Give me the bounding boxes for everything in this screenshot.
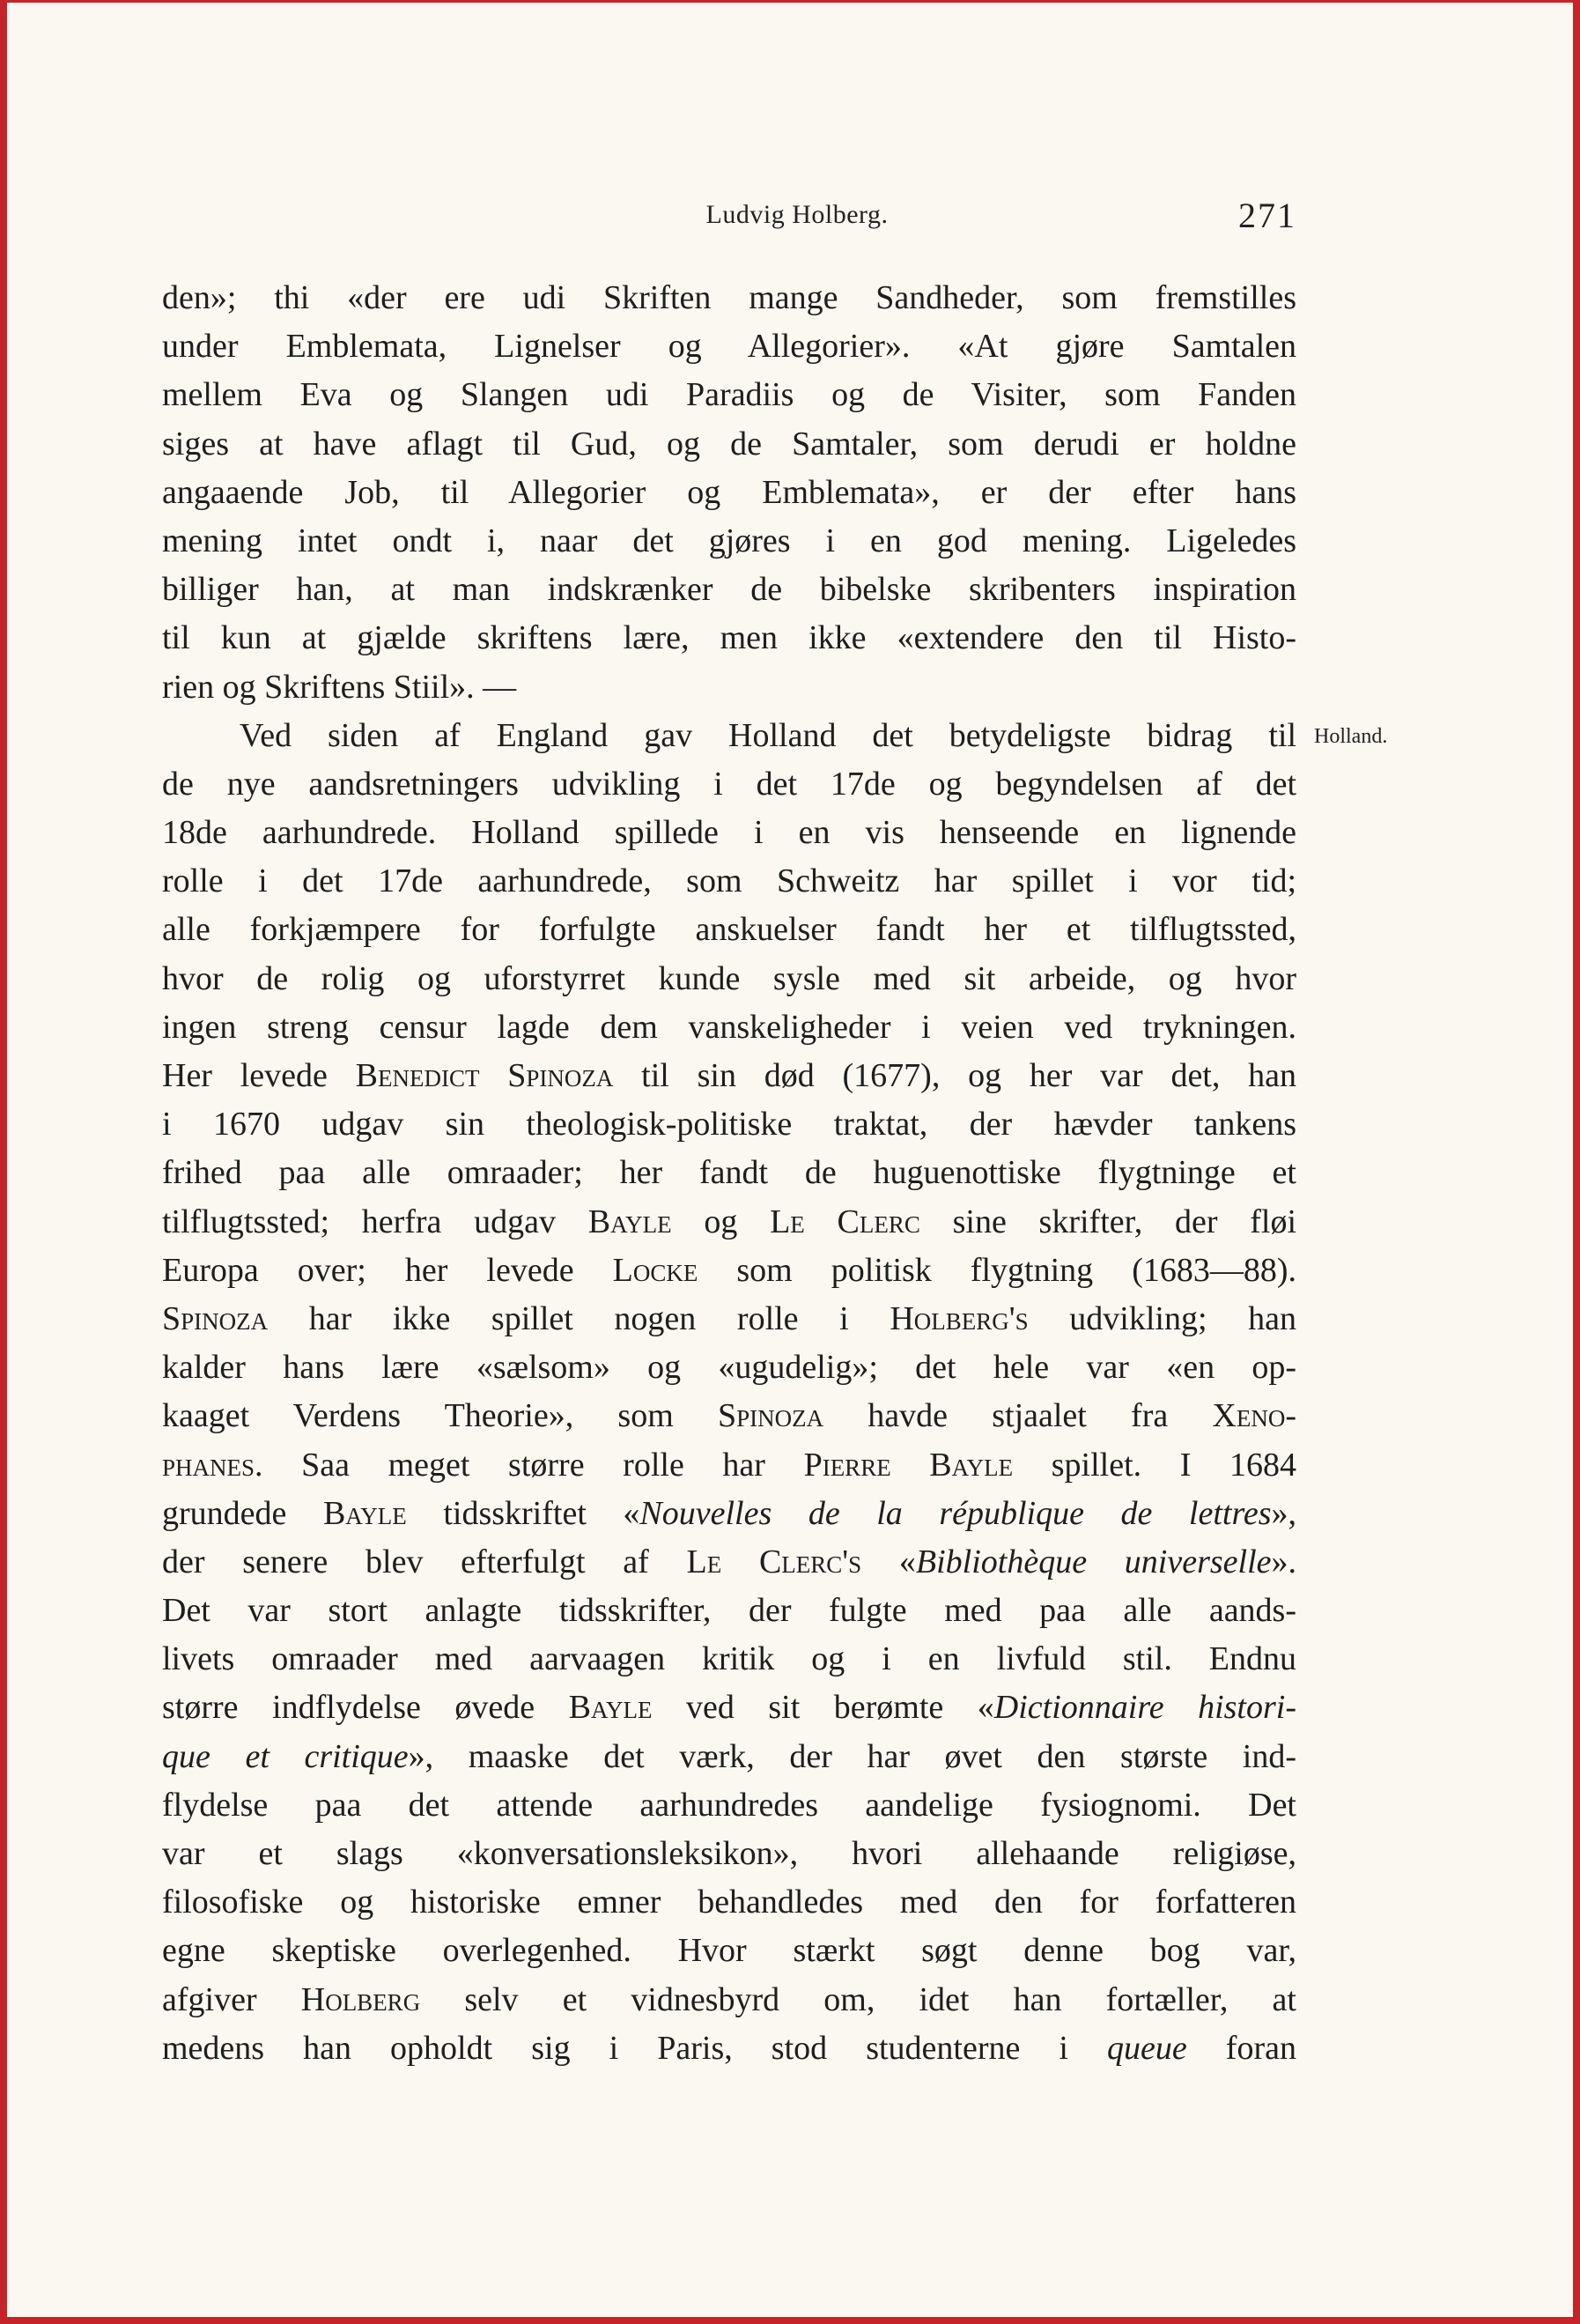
text-line: de nye aandsretningers udvikling i det 17de og begyndelsen af det bbox=[162, 765, 1296, 803]
text-line: Her levede Benedict Spinoza til sin død (1677), og her var det, han bbox=[162, 1057, 1296, 1094]
text-line: ingen streng censur lagde dem vanskeligheder i veien ved trykningen. bbox=[162, 1008, 1296, 1046]
text-line: til kun at gjælde skriftens lære, men ikke «extendere den til Histo- bbox=[162, 619, 1296, 657]
text-line: siges at have aflagt til Gud, og de Samtaler, som derudi er holdne bbox=[162, 425, 1296, 463]
person-name: phanes bbox=[162, 1446, 255, 1484]
person-name: Bayle bbox=[322, 1494, 407, 1532]
work-title: Dictionnaire histori- bbox=[993, 1689, 1296, 1727]
marginal-note: Holland. bbox=[1314, 725, 1388, 748]
text-line: alle forkjæmpere for forfulgte anskuelser fandt her et tilflugtssted, bbox=[162, 911, 1296, 949]
work-title: Nouvelles de la république de lettres bbox=[639, 1494, 1272, 1532]
person-name: Spinoza bbox=[717, 1397, 824, 1435]
text-line: Spinoza har ikke spillet nogen rolle i Holberg's udvikling; han bbox=[162, 1299, 1296, 1337]
running-head bbox=[7, 198, 1580, 233]
text-line: under Emblemata, Lignelser og Allegorier». «At gjøre Samtalen bbox=[162, 328, 1296, 366]
person-name: Locke bbox=[612, 1251, 698, 1289]
text-line: var et slags «konversationsleksikon», hvori allehaande religiøse, bbox=[162, 1835, 1296, 1872]
running-title: Ludvig Holberg. bbox=[705, 200, 889, 229]
text-line: mening intet ondt i, naar det gjøres i en god mening. Ligeledes bbox=[162, 522, 1296, 559]
text-line: billiger han, at man indskrænker de bibelske skribenters inspiration bbox=[162, 571, 1296, 609]
text-line: 18de aarhundrede. Holland spillede i en vis henseende en lignende bbox=[162, 814, 1296, 852]
person-name: Spinoza bbox=[162, 1299, 269, 1337]
text-line: Europa over; her levede Locke som politisk flygtning (1683—88). bbox=[162, 1251, 1296, 1289]
text-line: phanes. Saa meget større rolle har Pierre Bayle spillet. I 1684 bbox=[162, 1446, 1296, 1484]
text-line: kaaget Verdens Theorie», som Spinoza havde stjaalet fra Xeno- bbox=[162, 1397, 1296, 1435]
text-line: hvor de rolig og uforstyrret kunde sysle med sit arbeide, og hvor bbox=[162, 959, 1296, 997]
text-line: afgiver Holberg selv et vidnesbyrd om, idet han fortæller, at bbox=[162, 1980, 1296, 2018]
person-name: Holberg's bbox=[890, 1299, 1029, 1337]
person-name: Holberg bbox=[300, 1980, 421, 2018]
text-line: que et critique», maaske det værk, der har øvet den største ind- bbox=[162, 1737, 1296, 1775]
text-line: mellem Eva og Slangen udi Paradiis og de Visiter, som Fanden bbox=[162, 376, 1296, 414]
person-name: Xeno- bbox=[1212, 1397, 1296, 1435]
person-name: Le Clerc bbox=[770, 1203, 920, 1240]
text-line: grundede Bayle tidsskriftet «Nouvelles de la république de lettres», bbox=[162, 1494, 1296, 1532]
foreign-word: queue bbox=[1107, 2029, 1187, 2067]
person-name: Pierre Bayle bbox=[803, 1446, 1014, 1484]
work-title: Bibliothèque universelle bbox=[915, 1543, 1272, 1580]
work-title: que et critique bbox=[162, 1737, 409, 1775]
page-number: 271 bbox=[1238, 196, 1296, 235]
text-line: angaaende Job, til Allegorier og Emblemata», er der efter hans bbox=[162, 473, 1296, 511]
text-line: tilflugtssted; herfra udgav Bayle og Le Clerc sine skrifter, der fløi bbox=[162, 1203, 1296, 1240]
text-line: filosofiske og historiske emner behandledes med den for forfatteren bbox=[162, 1884, 1296, 1921]
text-line: i 1670 udgav sin theologisk-politiske traktat, der hævder tankens bbox=[162, 1106, 1296, 1143]
text-line: egne skeptiske overlegenhed. Hvor stærkt søgt denne bog var, bbox=[162, 1932, 1296, 1970]
text-line: Ved siden af England gav Holland det betydeligste bidrag til bbox=[240, 716, 1296, 754]
person-name: Le Clerc's bbox=[686, 1543, 862, 1580]
text-line: flydelse paa det attende aarhundredes aandelige fysiognomi. Det bbox=[162, 1786, 1296, 1824]
text-line: frihed paa alle omraader; her fandt de huguenottiske flygtninge et bbox=[162, 1154, 1296, 1192]
text-line: medens han opholdt sig i Paris, stod studenterne i queue foran bbox=[162, 2029, 1296, 2067]
text-line: livets omraader med aarvaagen kritik og i en livfuld stil. Endnu bbox=[162, 1640, 1296, 1678]
text-line: rien og Skriftens Stiil». — bbox=[162, 668, 517, 706]
text-line: rolle i det 17de aarhundrede, som Schweitz har spillet i vor tid; bbox=[162, 862, 1296, 900]
person-name: Benedict Spinoza bbox=[355, 1057, 614, 1094]
person-name: Bayle bbox=[568, 1689, 653, 1727]
person-name: Bayle bbox=[587, 1203, 672, 1240]
text-line: større indflydelse øvede Bayle ved sit berømte «Dictionnaire histori- bbox=[162, 1689, 1296, 1727]
body-text bbox=[162, 274, 1296, 2073]
text-line: den»; thi «der ere udi Skriften mange Sandheder, som fremstilles bbox=[162, 279, 1296, 316]
text-line: Det var stort anlagte tidsskrifter, der fulgte med paa alle aands- bbox=[162, 1592, 1296, 1630]
text-line: der senere blev efterfulgt af Le Clerc's «Bibliothèque universelle». bbox=[162, 1543, 1296, 1580]
text-line: kalder hans lære «sælsom» og «ugudelig»; det hele var «en op- bbox=[162, 1349, 1296, 1387]
